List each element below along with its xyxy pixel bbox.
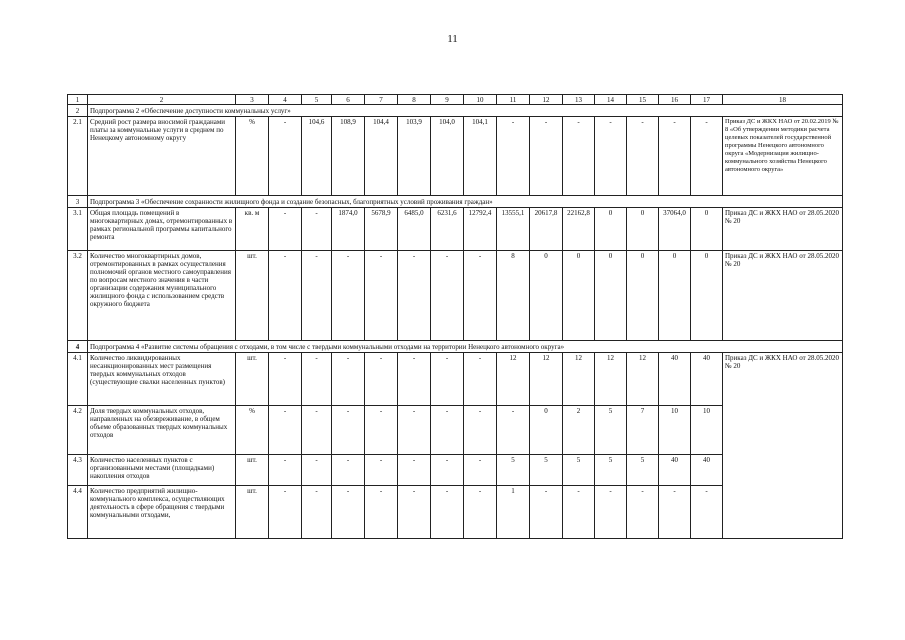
value-cell: 12 xyxy=(530,353,563,406)
value-cell: 12 xyxy=(563,353,595,406)
value-cell: 5 xyxy=(497,455,530,486)
value-cell: - xyxy=(530,117,563,196)
unit-cell: шт. xyxy=(236,486,269,539)
value-cell: - xyxy=(464,486,497,539)
header-cell: 10 xyxy=(464,95,497,105)
value-cell: 0 xyxy=(530,406,563,455)
value-cell: 0 xyxy=(627,251,659,341)
value-cell: 22162,8 xyxy=(563,208,595,251)
section-number: 2 xyxy=(68,105,88,117)
unit-cell: % xyxy=(236,406,269,455)
value-cell: 40 xyxy=(659,455,691,486)
value-cell: - xyxy=(302,353,332,406)
value-cell: 1874,0 xyxy=(332,208,365,251)
value-cell: - xyxy=(302,455,332,486)
value-cell: - xyxy=(497,117,530,196)
header-cell: 4 xyxy=(269,95,302,105)
section-row-2 xyxy=(68,105,843,117)
indicator-name: Доля твердых коммунальных отходов, направленных на обезвреживание, в общем объеме образованных твердых коммунальных отходов xyxy=(88,406,236,455)
section-row-4 xyxy=(68,341,843,353)
value-cell: - xyxy=(595,486,627,539)
value-cell: - xyxy=(269,406,302,455)
value-cell: - xyxy=(431,251,464,341)
header-cell: 2 xyxy=(88,95,236,105)
value-cell: 0 xyxy=(659,251,691,341)
header-cell: 8 xyxy=(398,95,431,105)
value-cell: 104,1 xyxy=(464,117,497,196)
indicator-name: Количество многоквартирных домов, отремонтированных в рамках осуществления полномочий органов местного самоуправления по вопросам местного значения в части организации содержания муниципального жилищного фонда с использованием средств окружного бюджета xyxy=(88,251,236,341)
value-cell: - xyxy=(332,455,365,486)
row-number: 3.2 xyxy=(68,251,88,341)
value-cell: - xyxy=(627,486,659,539)
indicator-name: Средний рост размера вносимой гражданами платы за коммунальные услуги в среднем по Ненецкому автономному округу xyxy=(88,117,236,196)
header-row xyxy=(68,95,843,105)
value-cell: - xyxy=(398,486,431,539)
section-title: Подпрограмма 2 «Обеспечение доступности коммунальных услуг» xyxy=(88,105,843,117)
table-row-2-1 xyxy=(68,117,843,196)
source-document: Приказ ДС и ЖКХ НАО от 28.05.2020 № 20 xyxy=(723,251,843,341)
value-cell: 6231,6 xyxy=(431,208,464,251)
header-cell: 7 xyxy=(365,95,398,105)
value-cell: 0 xyxy=(595,251,627,341)
value-cell: 13555,1 xyxy=(497,208,530,251)
row-number: 4.2 xyxy=(68,406,88,455)
value-cell: - xyxy=(269,117,302,196)
row-number: 2.1 xyxy=(68,117,88,196)
source-document: Приказ ДС и ЖКХ НАО от 20.02.2019 № 8 «Об утверждении методики расчета целевых показателей государственной программы Ненецкого автономного округа «Модернизация жилищно-коммунального хозяйства Ненецкого автономного округа» xyxy=(723,117,843,196)
header-cell: 14 xyxy=(595,95,627,105)
row-number: 3.1 xyxy=(68,208,88,251)
value-cell: 103,9 xyxy=(398,117,431,196)
header-cell: 15 xyxy=(627,95,659,105)
value-cell: - xyxy=(365,455,398,486)
value-cell: 7 xyxy=(627,406,659,455)
value-cell: - xyxy=(398,406,431,455)
section-title: Подпрограмма 3 «Обеспечение сохранности жилищного фонда и создание безопасных, благоприятных условий проживания граждан» xyxy=(88,196,843,208)
value-cell: - xyxy=(365,486,398,539)
value-cell: 0 xyxy=(627,208,659,251)
value-cell: 104,6 xyxy=(302,117,332,196)
indicator-name: Количество предприятий жилищно-коммунального комплекса, осуществляющих деятельность в сфере обращения с твердыми коммунальными отходами, xyxy=(88,486,236,539)
header-cell: 16 xyxy=(659,95,691,105)
value-cell: 5 xyxy=(563,455,595,486)
value-cell: 1 xyxy=(497,486,530,539)
value-cell: - xyxy=(398,455,431,486)
value-cell: - xyxy=(269,455,302,486)
value-cell: - xyxy=(332,486,365,539)
indicator-name: Количество ликвидированных несанкционированных мест размещения твердых коммунальных отходов (существующие свалки населенных пунктов) xyxy=(88,353,236,406)
value-cell: 0 xyxy=(530,251,563,341)
indicator-name: Общая площадь помещений в многоквартирных домах, отремонтированных в рамках региональной программы капитального ремонта xyxy=(88,208,236,251)
value-cell: 10 xyxy=(691,406,723,455)
value-cell: 37064,0 xyxy=(659,208,691,251)
value-cell: - xyxy=(464,406,497,455)
value-cell: 12 xyxy=(595,353,627,406)
section-row-3 xyxy=(68,196,843,208)
value-cell: 8 xyxy=(497,251,530,341)
value-cell: 10 xyxy=(659,406,691,455)
header-cell: 9 xyxy=(431,95,464,105)
value-cell: 5 xyxy=(595,455,627,486)
value-cell: 5 xyxy=(627,455,659,486)
value-cell: 0 xyxy=(691,251,723,341)
value-cell: - xyxy=(365,251,398,341)
unit-cell: кв. м xyxy=(236,208,269,251)
value-cell: - xyxy=(332,406,365,455)
value-cell: 5678,9 xyxy=(365,208,398,251)
source-document: Приказ ДС и ЖКХ НАО от 28.05.2020 № 20 xyxy=(723,353,843,539)
value-cell: - xyxy=(302,486,332,539)
value-cell: 20617,8 xyxy=(530,208,563,251)
value-cell: 0 xyxy=(563,251,595,341)
header-cell: 13 xyxy=(563,95,595,105)
value-cell: - xyxy=(365,406,398,455)
value-cell: - xyxy=(431,455,464,486)
value-cell: 12 xyxy=(497,353,530,406)
header-cell: 18 xyxy=(723,95,843,105)
value-cell: - xyxy=(563,117,595,196)
indicator-name: Количество населенных пунктов с организованными местами (площадками) накопления отходов xyxy=(88,455,236,486)
value-cell: - xyxy=(659,486,691,539)
value-cell: - xyxy=(398,251,431,341)
value-cell: - xyxy=(530,486,563,539)
value-cell: 5 xyxy=(530,455,563,486)
header-cell: 11 xyxy=(497,95,530,105)
indicators-table xyxy=(67,94,843,539)
unit-cell: шт. xyxy=(236,455,269,486)
value-cell: - xyxy=(302,406,332,455)
value-cell: 6485,0 xyxy=(398,208,431,251)
value-cell: - xyxy=(302,251,332,341)
value-cell: - xyxy=(269,251,302,341)
value-cell: - xyxy=(691,117,723,196)
table-row-3-1 xyxy=(68,208,843,251)
value-cell: - xyxy=(431,486,464,539)
value-cell: - xyxy=(431,353,464,406)
value-cell: 104,4 xyxy=(365,117,398,196)
header-cell: 1 xyxy=(68,95,88,105)
value-cell: - xyxy=(269,208,302,251)
page-number: 11 xyxy=(447,33,458,45)
value-cell: - xyxy=(302,208,332,251)
row-number: 4.4 xyxy=(68,486,88,539)
value-cell: - xyxy=(497,406,530,455)
table-row-4-1 xyxy=(68,353,843,406)
value-cell: 40 xyxy=(691,455,723,486)
unit-cell: % xyxy=(236,117,269,196)
row-number: 4.1 xyxy=(68,353,88,406)
value-cell: 0 xyxy=(691,208,723,251)
value-cell: - xyxy=(659,117,691,196)
source-document: Приказ ДС и ЖКХ НАО от 28.05.2020 № 20 xyxy=(723,208,843,251)
table-row-3-2 xyxy=(68,251,843,341)
section-number: 3 xyxy=(68,196,88,208)
value-cell: 2 xyxy=(563,406,595,455)
value-cell: - xyxy=(269,353,302,406)
value-cell: 5 xyxy=(595,406,627,455)
value-cell: - xyxy=(464,455,497,486)
value-cell: - xyxy=(332,251,365,341)
value-cell: - xyxy=(398,353,431,406)
section-title: Подпрограмма 4 «Развитие системы обращения с отходами, в том числе с твердыми коммунальными отходами на территории Ненецкого автономного округа» xyxy=(88,341,843,353)
value-cell: - xyxy=(464,353,497,406)
header-cell: 6 xyxy=(332,95,365,105)
section-number: 4 xyxy=(68,341,88,353)
unit-cell: шт. xyxy=(236,353,269,406)
header-cell: 12 xyxy=(530,95,563,105)
header-cell: 17 xyxy=(691,95,723,105)
value-cell: - xyxy=(365,353,398,406)
value-cell: - xyxy=(627,117,659,196)
value-cell: - xyxy=(464,251,497,341)
header-cell: 5 xyxy=(302,95,332,105)
value-cell: - xyxy=(691,486,723,539)
row-number: 4.3 xyxy=(68,455,88,486)
value-cell: 12 xyxy=(627,353,659,406)
value-cell: - xyxy=(563,486,595,539)
unit-cell: шт. xyxy=(236,251,269,341)
value-cell: 40 xyxy=(691,353,723,406)
value-cell: - xyxy=(332,353,365,406)
value-cell: 12792,4 xyxy=(464,208,497,251)
value-cell: 40 xyxy=(659,353,691,406)
value-cell: 0 xyxy=(595,208,627,251)
value-cell: 108,9 xyxy=(332,117,365,196)
value-cell: - xyxy=(269,486,302,539)
value-cell: - xyxy=(431,406,464,455)
value-cell: - xyxy=(595,117,627,196)
header-cell: 3 xyxy=(236,95,269,105)
value-cell: 104,0 xyxy=(431,117,464,196)
